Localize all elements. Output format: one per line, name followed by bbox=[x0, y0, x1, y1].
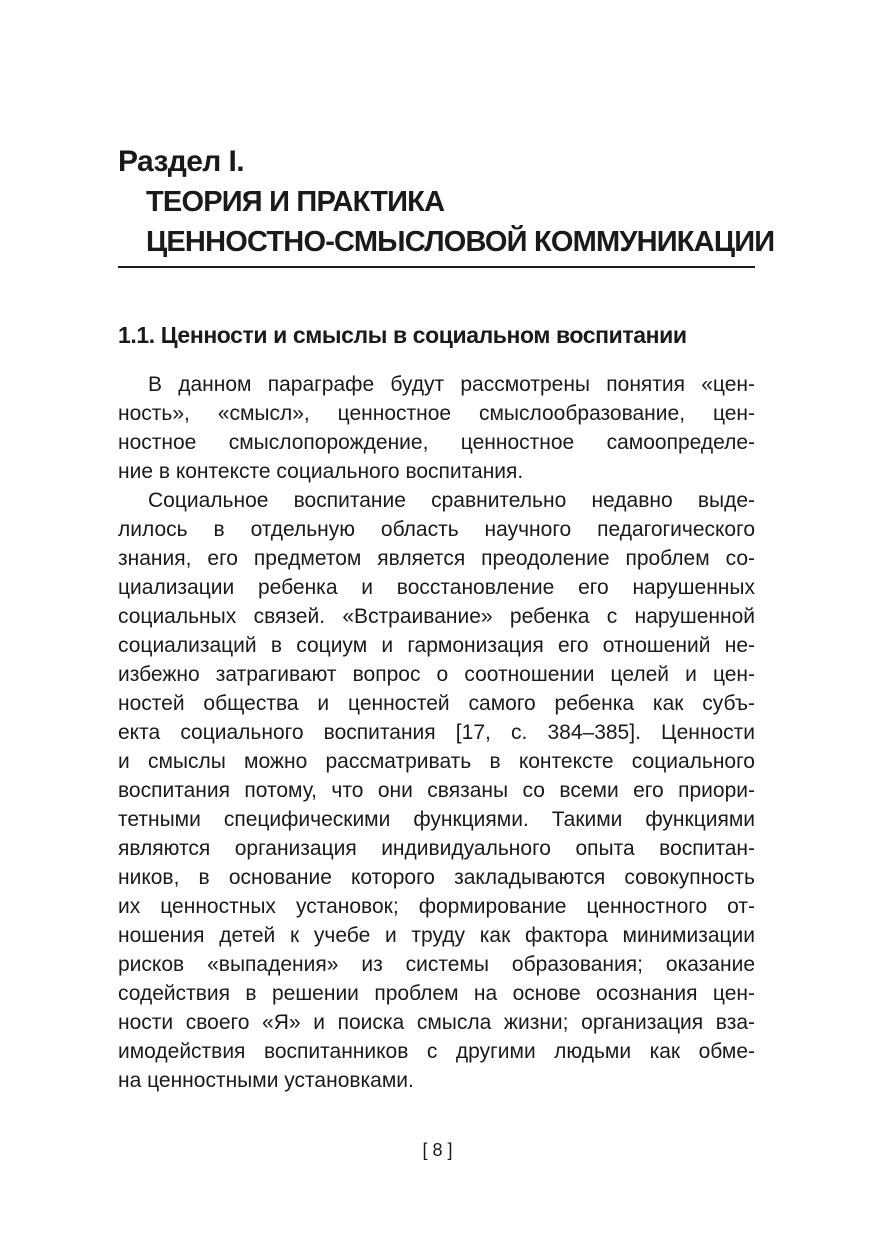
paragraph-2-line: Социальное воспитание сравнительно недавно выде- bbox=[148, 489, 755, 512]
body-text bbox=[118, 370, 755, 1095]
section-title-line-2: ЦЕННОСТНО-СМЫСЛОВОЙ КОММУНИКАЦИИ bbox=[146, 226, 775, 258]
paragraph-2-line: ников, в основание которого закладываются совокупность bbox=[118, 866, 755, 889]
paragraph-2-line: социализаций в социум и гармонизация его отношений не- bbox=[118, 634, 755, 657]
paragraph-2-line: ношения детей к учебе и труду как фактора минимизации bbox=[118, 924, 755, 947]
paragraph-2-line: ностей общества и ценностей самого ребенка как субъ- bbox=[118, 692, 755, 715]
paragraph-2-line: избежно затрагивают вопрос о соотношении целей и цен- bbox=[118, 663, 755, 686]
subsection-title: 1.1. Ценности и смыслы в социальном воспитании bbox=[118, 322, 687, 348]
paragraph-2-line: лилось в отдельную область научного педагогического bbox=[118, 518, 755, 541]
paragraph-2-line: их ценностных установок; формирование ценностного от- bbox=[118, 895, 755, 918]
paragraph-2-line: содействия в решении проблем на основе осознания цен- bbox=[118, 982, 755, 1005]
paragraph-2-line: тетными специфическими функциями. Такими функциями bbox=[118, 808, 755, 831]
paragraph-2-line: воспитания потому, что они связаны со всеми его приори- bbox=[118, 779, 755, 802]
paragraph-2-line: являются организация индивидуального опыта воспитан- bbox=[118, 837, 755, 860]
paragraph-2-line: и смыслы можно рассматривать в контексте социального bbox=[118, 750, 755, 773]
section-label: Раздел I. bbox=[118, 145, 244, 178]
paragraph-2-line: на ценностными установками. bbox=[118, 1069, 414, 1092]
paragraph-1-line: ние в контексте социального воспитания. bbox=[118, 460, 524, 483]
paragraph-2-line: имодействия воспитанников с другими людьми как обме- bbox=[118, 1040, 755, 1063]
paragraph-2-line: циализации ребенка и восстановление его нарушенных bbox=[118, 576, 755, 599]
paragraph-2-line: социальных связей. «Встраивание» ребенка с нарушенной bbox=[118, 605, 755, 628]
paragraph-1-line: ность», «смысл», ценностное смыслообразование, цен- bbox=[118, 402, 755, 425]
paragraph-1-line: ностное смыслопорождение, ценностное самоопределе- bbox=[118, 431, 755, 454]
paragraph-2-line: ности своего «Я» и поиска смысла жизни; организация вза- bbox=[118, 1011, 755, 1034]
paragraph-2-line: знания, его предметом является преодоление проблем со- bbox=[118, 547, 755, 570]
paragraph-1-line: В данном параграфе будут рассмотрены понятия «цен- bbox=[148, 373, 755, 396]
section-header bbox=[118, 142, 775, 268]
paragraph-2-line: рисков «выпадения» из системы образования; оказание bbox=[118, 953, 755, 976]
page-number: [ 8 ] bbox=[422, 1140, 453, 1160]
paragraph-2-line: екта социального воспитания [17, с. 384–385]. Ценности bbox=[118, 721, 755, 744]
section-title-line-1: ТЕОРИЯ И ПРАКТИКА bbox=[146, 186, 445, 218]
